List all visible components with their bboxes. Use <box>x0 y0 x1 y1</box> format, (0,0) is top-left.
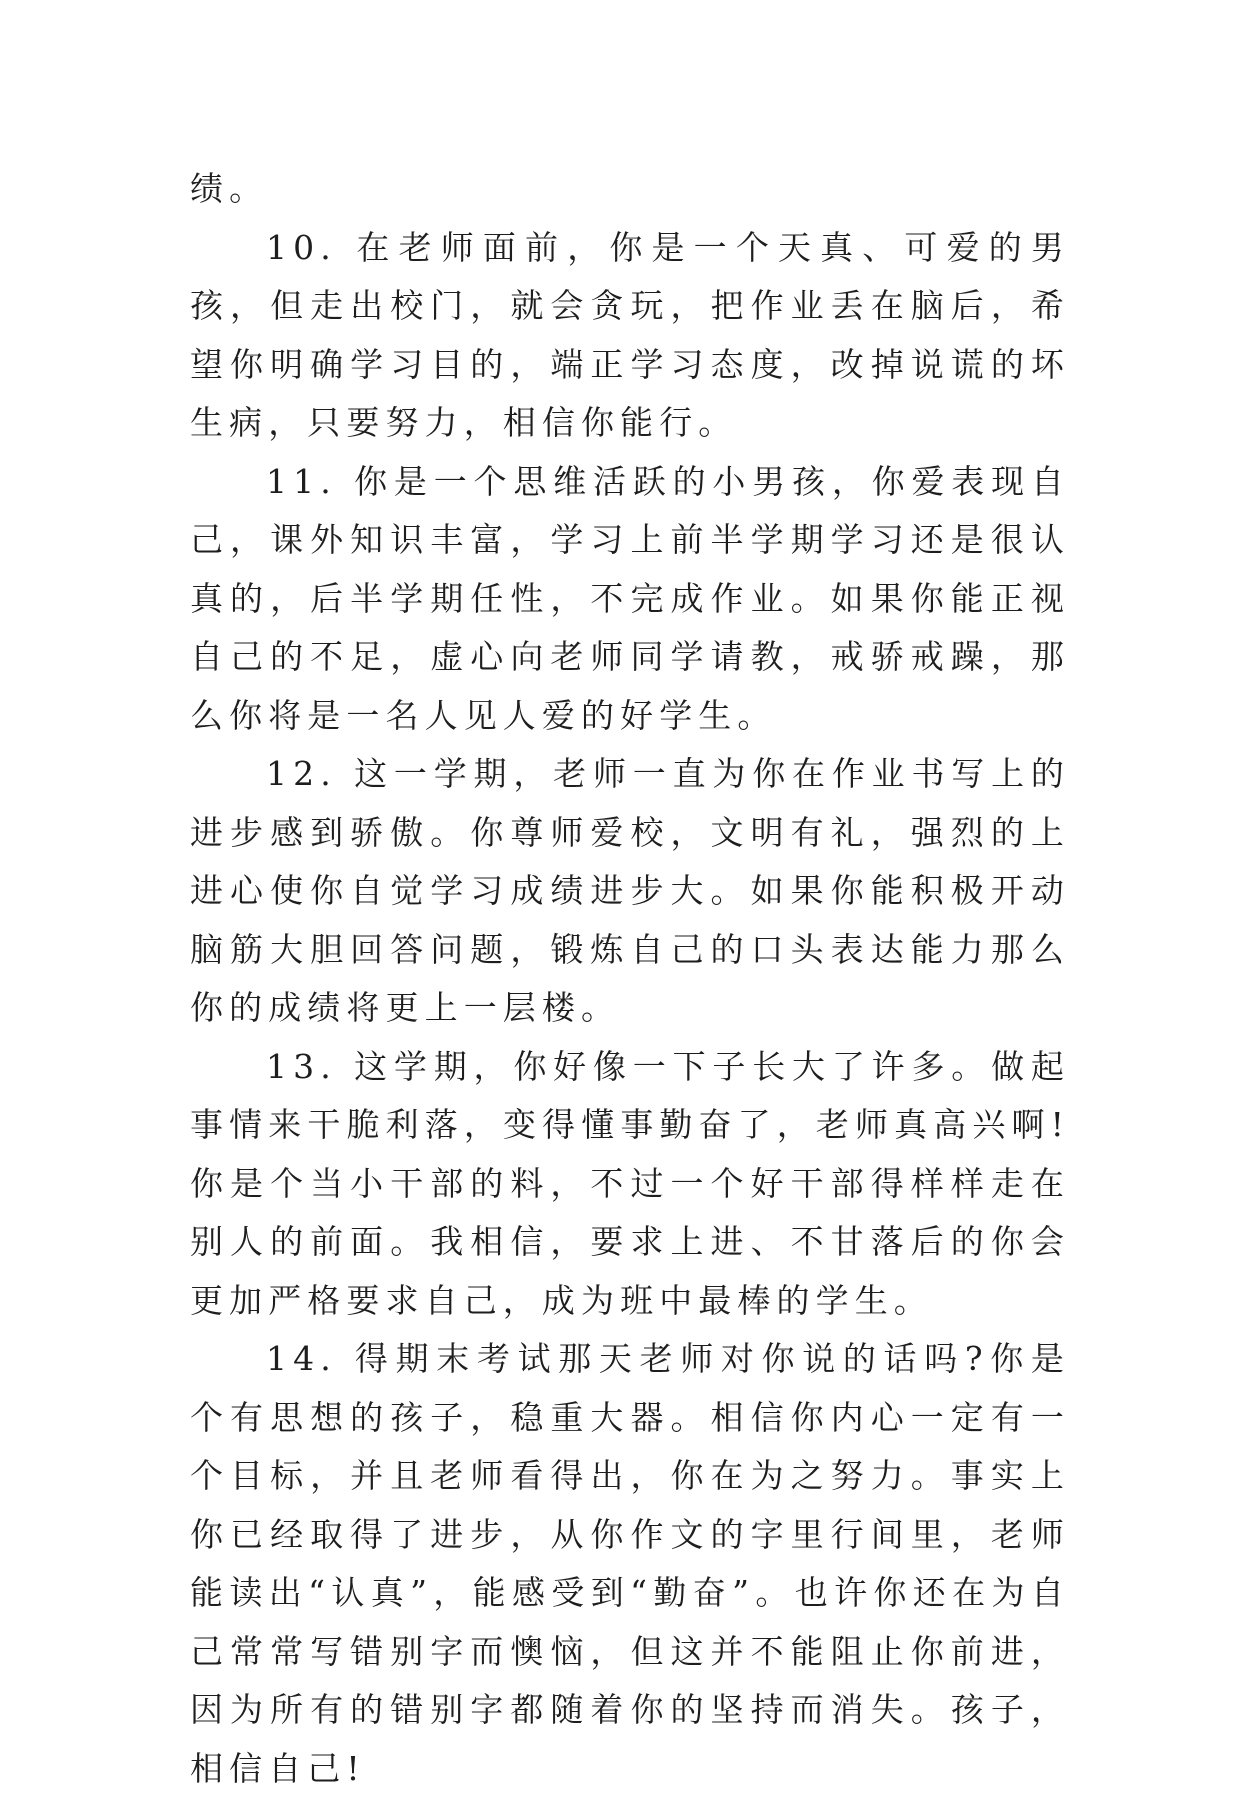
paragraph-item-13: 13. 这学期，你好像一下子长大了许多。做起事情来干脆利落，变得懂事勤奋了，老师真高兴啊!你是个当小干部的料，不过一个好干部得样样走在别人的前面。我相信，要求上进、不甘落后的你会更加严格要求自己，成为班中最棒的学生。 <box>190 1046 1070 1320</box>
paragraph-item-14: 14. 得期末考试那天老师对你说的话吗?你是个有思想的孩子，稳重大器。相信你内心一定有一个目标，并且老师看得出，你在为之努力。事实上你已经取得了进步，从你作文的字里行间里，老师能读出“认真”，能感受到“勤奋”。也许你还在为自己常常写错别字而懊恼，但这并不能阻止你前进，因为所有的错别字都随着你的坚持而消失。孩子，相信自己! <box>190 1339 1070 1788</box>
paragraph-continuation: 绩。 <box>190 169 269 208</box>
paragraph-item-11: 11. 你是一个思维活跃的小男孩，你爱表现自己，课外知识丰富，学习上前半学期学习还是很认真的，后半学期任性，不完成作业。如果你能正视自己的不足，虚心向老师同学请教，戒骄戒躁，那么你将是一名人见人爱的好学生。 <box>190 461 1070 735</box>
paragraph-item-12: 12. 这一学期，老师一直为你在作业书写上的进步感到骄傲。你尊师爱校，文明有礼，强烈的上进心使你自觉学习成绩进步大。如果你能积极开动脑筋大胆回答问题，锻炼自己的口头表达能力那么你的成绩将更上一层楼。 <box>190 754 1070 1027</box>
paragraph-item-10: 10. 在老师面前，你是一个天真、可爱的男孩，但走出校门，就会贪玩，把作业丢在脑后，希望你明确学习目的，端正学习态度，改掉说谎的坏生病，只要努力，相信你能行。 <box>190 227 1070 442</box>
document-body <box>190 160 1070 1798</box>
